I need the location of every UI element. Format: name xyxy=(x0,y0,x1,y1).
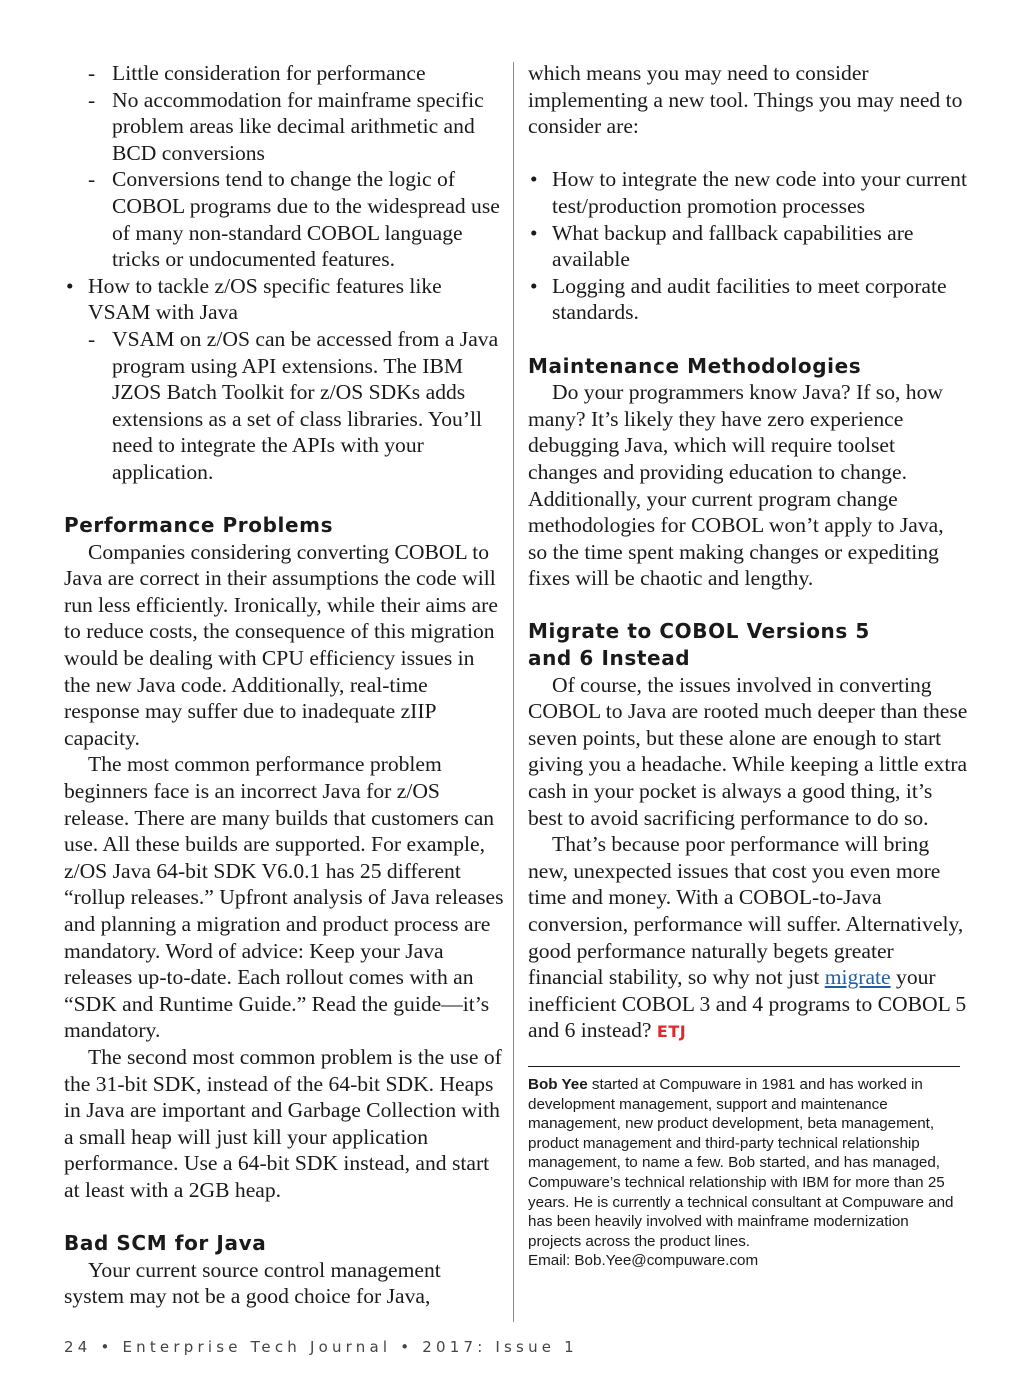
list-item: - No accommodation for mainframe specific problem areas like decimal arithmetic and BCD conversions xyxy=(88,87,484,165)
paragraph: That’s because poor performance will bring new, unexpected issues that cost you even more time and money. With a COBOL-to-Java conversion, performance will suffer. Alternatively, good performance naturally begets greater financial stability, so why not just migrate your inefficient COBOL 3 and 4 programs to COBOL 5 and 6 instead? ETJ xyxy=(528,832,967,1043)
paragraph: Do your programmers know Java? If so, how many? It’s likely they have zero experience debugging Java, which will require toolset changes and providing education to change. Additionally, your current program change methodologies for COBOL won’t apply to Java, so the time spent making changes or expediting fixes will be chaotic and lengthy. xyxy=(528,380,944,591)
paragraph: Your current source control management system may not be a good choice for Java, xyxy=(64,1257,441,1309)
section-heading-performance: Performance Problems xyxy=(64,513,334,538)
list-item: - Conversions tend to change the logic of COBOL programs due to the widespread use of many non-standard COBOL language tricks or undocumented features. xyxy=(88,167,500,272)
paragraph: Companies considering converting COBOL to Java are correct in their assumptions the code will run less efficiently. Ironically, while their aims are to reduce costs, the consequence of this migration would be dealing with CPU efficiency issues in the new Java code. Additionally, real-time response may suffer due to inadequate zIIP capacity. xyxy=(64,539,498,750)
section-heading-scm: Bad SCM for Java xyxy=(64,1231,267,1256)
list-item: - VSAM on z/OS can be accessed from a Java program using API extensions. The IBM JZOS Batch Toolkit for z/OS SDKs adds extensions as a set of class libraries. You’ll need to integrate the APIs with your application. xyxy=(88,326,499,484)
column-divider xyxy=(513,62,514,1322)
list-item: • How to tackle z/OS specific features like VSAM with Java xyxy=(66,273,442,325)
author-bio: Bob Yee started at Compuware in 1981 and has worked in development management, support and maintenance management, new product development, beta management, product management and third-party technical relationship management, to name a few. Bob started, and has managed, Compuware’s technical relationship with IBM for more than 25 years. He is currently a technical consultant at Compuware and has been heavily involved with mainframe modernization projects across the product lines. Email: Bob.Yee@compuware.com xyxy=(528,1075,954,1270)
list-item: - Little consideration for performance xyxy=(88,61,426,85)
author-name: Bob Yee xyxy=(528,1075,588,1093)
paragraph: The most common performance problem beginners face is an incorrect Java for z/OS release. There are many builds that customers can use. All these builds are supported. For example, z/OS Java 64-bit SDK V6.0.1 has 25 different “rollup releases.” Upfront analysis of Java releases and planning a migration and product process are mandatory. Word of advice: Keep your Java releases up-to-date. Each rollout comes with an “SDK and Runtime Guide.” Read the guide—it’s mandatory. xyxy=(64,752,504,1043)
etj-end-mark: ETJ xyxy=(656,1022,687,1042)
list-item: • What backup and fallback capabilities are available xyxy=(530,220,914,272)
author-email: Email: Bob.Yee@compuware.com xyxy=(528,1252,759,1270)
section-heading-maintenance: Maintenance Methodologies xyxy=(528,353,862,378)
migrate-link[interactable]: migrate xyxy=(824,965,891,990)
left-column xyxy=(64,60,504,1310)
paragraph: The second most common problem is the use of the 31-bit SDK, instead of the 64-bit SDK. Heaps in Java are important and Garbage Collection with a small heap will just kill your application performance. Use a 64-bit SDK instead, and start at least with a 2GB heap. xyxy=(64,1044,502,1202)
bio-divider xyxy=(528,1066,960,1067)
section-heading-migrate: Migrate to COBOL Versions 5 and 6 Instead xyxy=(528,619,870,671)
list-item: • How to integrate the new code into your current test/production promotion processes xyxy=(530,167,967,218)
right-column xyxy=(528,60,968,1271)
paragraph: Of course, the issues involved in converting COBOL to Java are rooted much deeper than these seven points, but these alone are enough to start giving you a headache. While keeping a little extra cash in your pocket is always a good thing, it’s best to avoid sacrificing performance to do so. xyxy=(528,672,968,830)
list-item: • Logging and audit facilities to meet corporate standards. xyxy=(530,273,947,325)
paragraph: which means you may need to consider implementing a new tool. Things you may need to consider are: xyxy=(528,61,963,139)
page-footer: 24 • Enterprise Tech Journal • 2017: Issue 1 xyxy=(64,1338,578,1356)
